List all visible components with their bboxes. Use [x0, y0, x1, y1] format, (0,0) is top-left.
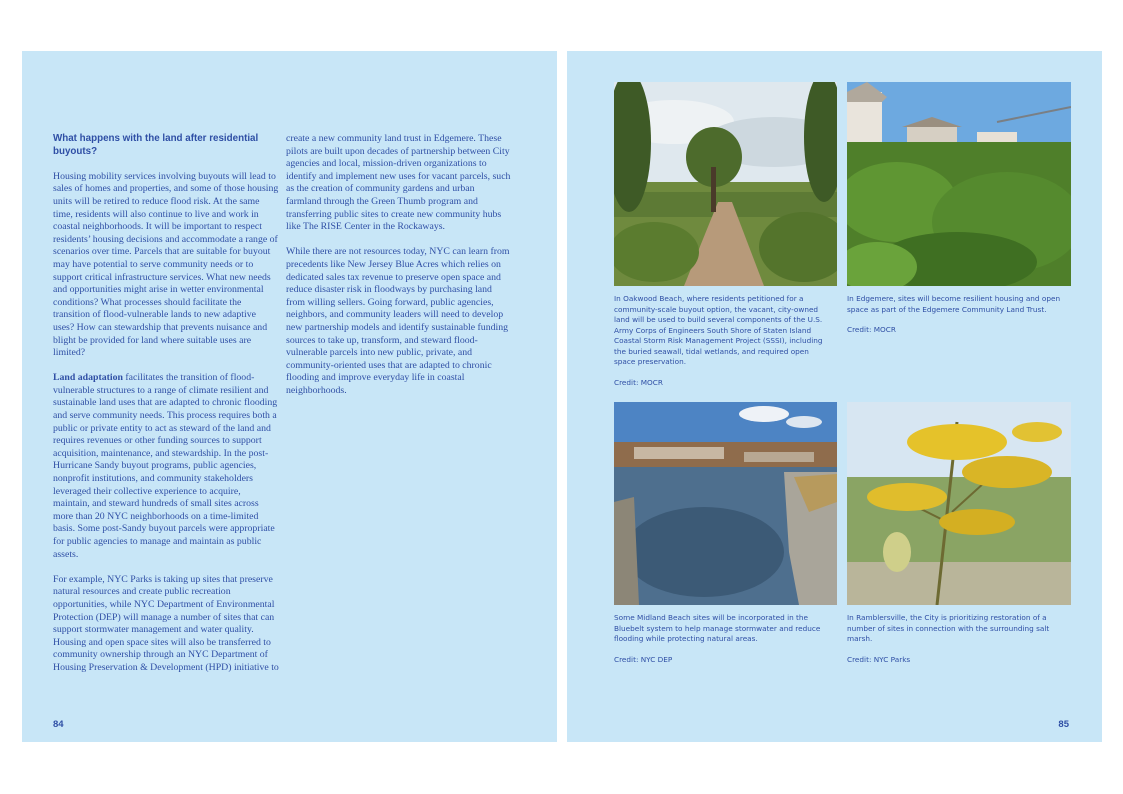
paragraph — [53, 372, 279, 561]
caption-text: Some Midland Beach sites will be incorporated in the Bluebelt system to help manage stormwater and reduce flooding while protecting natural areas. — [614, 613, 821, 643]
photo-oakwood-beach — [614, 82, 837, 286]
caption-text: In Ramblersville, the City is prioritizing restoration of a number of sites in connection with the surrounding salt marsh. — [847, 613, 1050, 643]
photo-credit: Credit: MOCR — [847, 325, 896, 334]
paragraph: For example, NYC Parks is taking up sites that preserve natural resources and create public recreation opportunities, while NYC Department of Environmental Protection (DEP) will manage a number of sites that can support stormwater management and water quality. Housing and open space sites will also be transferred to community ownership through an NYC Department of Housing Preservation & Development (HPD) initiative to — [53, 573, 279, 673]
paragraph: Housing mobility services involving buyouts will lead to sales of homes and properties, and some of those housing units will be retired to reduce flood risk. At the same time, residents will also continue to live and work in coastal neighborhoods. It will be important to respect residents’ housing decisions and accommodate a range of scenarios over time. Parcels that are suitable for buyout may have potential to serve community needs or to support critical infrastructure services. What new needs and opportunities might arise in wetter environmental conditions? What processes should facilitate the transition of flood-vulnerable lands to new adaptive uses? How can stewardship that prevents nuisance and blight be provided for land where suitable uses are limited? — [53, 170, 279, 359]
caption-edgemere — [847, 294, 1063, 336]
photo-midland-beach — [614, 402, 837, 605]
photo-credit: Credit: NYC DEP — [614, 654, 673, 664]
paragraph-text: facilitates the transition of flood-vulnerable structures to a range of climate resilient and sustainable land uses that are adapted to chronic flooding and serve community needs. This process requires both a public or private entity to act as steward of the land and requires revenues or other funding sources to support acquisition, maintenance, and stewardship. In the post-Hurricane Sandy buyout programs, public agencies, nonprofit institutions, and community stakeholders leveraged their collective experience to acquire, maintain, and steward hundreds of small sites across more than 20 NYC neighborhoods on a time-limited basis. Some post-Sandy buyout parcels were appropriate for public agencies to manage and maintain as public assets. — [53, 372, 278, 560]
caption-oakwood-beach — [614, 294, 830, 388]
left-page — [22, 51, 557, 742]
paragraph: While there are not resources today, NYC can learn from precedents like New Jersey Blue Acres which relies on dedicated sales tax revenue to preserve open space and reduce disaster risk in floodways by purchasing land from willing sellers. Going forward, public agencies, neighbors, and community leaders will need to develop new partnership models and identify sustainable funding sources to take up, transform, and steward flood-vulnerable parcels into new public, private, and community-oriented uses that are adapted to chronic flooding and improve everyday life in coastal neighborhoods. — [286, 246, 510, 396]
bold-lead-term: Land adaptation — [53, 372, 123, 384]
photo-credit: Credit: MOCR — [614, 377, 663, 387]
text-column-2 — [286, 133, 512, 410]
photo-ramblersville — [847, 402, 1071, 605]
photo-credit: Credit: NYC Parks — [847, 654, 911, 664]
caption-text: In Oakwood Beach, where residents petitioned for a community-scale buyout option, the vacant, city-owned land will be used to build several components of the U.S. Army Corps of Engineers South Shore of Staten Island Coastal Storm Risk Management Project (SSSI), including the buried seawall, tidal wetlands, and required open space preservation. — [614, 294, 823, 366]
photo-edgemere — [847, 82, 1071, 286]
paragraph: create a new community land trust in Edgemere. These pilots are built upon decades of partnership between City agencies and local, mission-driven organizations to identify and implement new uses for vacant parcels, such as the creation of community gardens and urban farmland through the Green Thumb program and transferring public sites to create new community hubs like The RISE Center in the Rockaways. — [286, 133, 511, 233]
right-page — [567, 51, 1102, 742]
caption-ramblersville — [847, 613, 1063, 665]
page-number: 85 — [1058, 719, 1069, 730]
page-number: 84 — [53, 719, 64, 730]
caption-text: In Edgemere, sites will become resilient housing and open space as part of the Edgemere Community Land Trust. — [847, 294, 1061, 314]
text-column-1 — [53, 133, 279, 687]
caption-midland-beach — [614, 613, 830, 665]
section-heading: What happens with the land after residential buyouts? — [53, 133, 259, 157]
